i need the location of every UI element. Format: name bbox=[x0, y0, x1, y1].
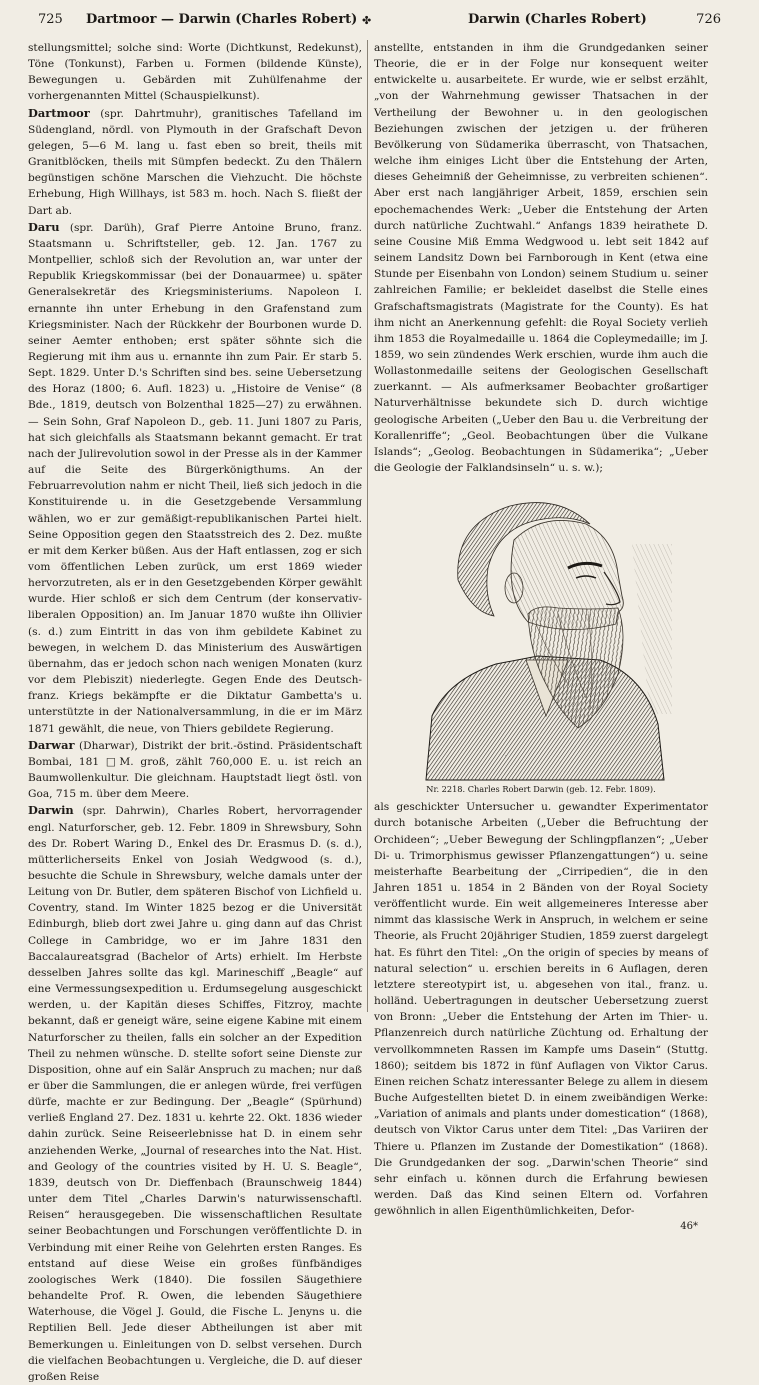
entry-text: (spr. Dahrwin), Charles Robert, hervorragender engl. Naturforscher, geb. 12. Febr. 1809 in Shrewsbury, Sohn des Dr. Robert Waring D., Enkel des Dr. Erasmus D. (s. d.), mütterlicherseits Enkel von Josiah Wedgwood (s. d.), besuchte die Schule in Shrewsbury, welche damals unter der Leitung von Dr. Butler, dem späteren Bischof von Lichfield u. Coventry, stand. Im Winter 1825 bezog er die Universität Edinburgh, blieb dort zwei Jahre u. ging dann auf das Christ College in Cambridge, wo er im Jahre 1831 den Baccalaureatsgrad (Bachelor of Arts) erhielt. Im Herbste desselben Jahres sollte das kgl. Marineschiff „Beagle“ auf eine Vermessungsexpedition u. Erdumsegelung ausgeschickt werden, u. der Kapitän dieses Schiffes, Fitzroy, machte bekannt, daß er geneigt wäre, seine eigene Kabine mit einem Naturforscher zu theilen, falls ein solcher an der Expedition Theil zu nehmen wünsche. D. stellte sofort seine Dienste zur Disposition, ohne auf ein Salär Anspruch zu machen; nur daß er über die Sammlungen, die er anlegen würde, frei verfügen dürfe, machte er zur Bedingung. Der „Beagle“ (Spürhund) verließ England 27. Dez. 1831 u. kehrte 22. Okt. 1836 wieder dahin zurück. Seine Reiseerlebnisse hat D. in einem sehr anziehenden Werke, „Journal of researches into the Nat. Hist. and Geology of the countries visited by H. U. S. Beagle“, 1839, deutsch von Dr. Dieffenbach (Braunschweig 1844) unter dem Titel „Charles Darwin's naturwissenschaftl. Reisen“ herausgegeben. Die wissenschaftlichen Resultate seiner Beobachtungen und Forschungen veröffentlichte D. in Verbindung mit einer Reihe von Gelehrten ersten Ranges. Es entstand auf diese Weise ein großes fünfbändiges zoologisches Werk (1840). Die fossilen Säugethiere behandelte Prof. R. Owen, die lebenden Säugethiere Waterhouse, die Vögel J. Gould, die Fische L. Jenyns u. die Reptilien Bell. Jede dieser Abtheilungen ist aber mit Bemerkungen u. Einleitungen von D. selbst versehen. Durch die vielfachen Beobachtungen u. Vergleiche, die D. auf dieser großen Reise bbox=[28, 805, 362, 1383]
entry-continuation bbox=[28, 40, 362, 105]
entry-dartmoor bbox=[28, 105, 362, 219]
left-page-number: 725 bbox=[38, 12, 63, 27]
left-column bbox=[28, 40, 362, 1383]
entry-darwin-continued: anstellte, entstanden in ihm die Grundgedanken seiner Theorie, die er in der Folge nur konsequent weiter entwickelte u. ausarbeitete. Er wurde, wie er selbst erzählt, „von der Wahrnehmung gewisser Thatsachen in der Vertheilung der Bewohner u. in den geologischen Beziehungen zwischen der jetzigen u. der früheren Bevölkerung von Südamerika überrascht, von Thatsachen, welche ihm einiges Licht über die Entstehung der Arten, dieses Geheimniß der Geheimnisse, zu verbreiten schienen“. Aber erst nach langjähriger Arbeit, 1859, erschien sein epochemachendes Werk: „Ueber die Entstehung der Arten durch natürliche Zuchtwahl.“ Anfangs 1839 heirathete D. seine Cousine Miß Emma Wedgwood u. lebt seit 1842 auf seinem Landsitz Down bei Farnborough in Kent (etwa eine Stunde per Eisenbahn von London) seinem Studium u. seiner zahlreichen Familie; er bekleidet daselbst die Stelle eines Grafschaftsmagistrats (Magistrate for the County). Es hat ihm nicht an Anerkennung gefehlt: die Royal Society verlieh ihm 1853 die Royalmedaille u. 1864 die Copleymedaille; im J. 1859, wo sein zündendes Werk erschien, wurde ihm auch die Wollastonmedaille seitens der Geologischen Gesellschaft zuerkannt. — Als aufmerksamer Beobachter großartiger Naturverhältnisse bekundete sich D. durch wichtige geologische Arbeiten („Ueber den Bau u. die Verbreitung der Korallenriffe“; „Geol. Beobachtungen über die Vulkane Islands“; „Geolog. Beobachtungen in Südamerika“; „Ueber die Geologie der Falklandsinseln“ u. s. w.); bbox=[374, 42, 708, 475]
left-running-title: Dartmoor — Darwin (Charles Robert) bbox=[86, 12, 358, 27]
entry-darwin bbox=[28, 802, 362, 1385]
right-page-number: 726 bbox=[696, 12, 721, 27]
running-header bbox=[28, 8, 731, 32]
ornament-icon: ✤ bbox=[362, 14, 372, 27]
entry-headword: Darwin bbox=[28, 803, 74, 818]
entry-darwin-continued-2: als geschickter Untersucher u. gewandter Experimentator durch botanische Arbeiten („Ueber die Befruchtung der Orchideen“; „Ueber Bewegung der Schlingpflanzen“; „Ueber Di- u. Trimorphismus gewisser Pflanzengattungen“) u. seine meisterhafte Bearbeitung der „Cirripedien“, die in den Jahren 1851 u. 1854 in 2 Bänden von der Royal Society veröffentlicht wurde. Ein weit allgemeineres Interesse aber nimmt das klassische Werk in Anspruch, in welchem er seine Theorie, als Frucht 20jähriger Studien, 1859 zuerst dargelegt hat. Es führt den Titel: „On the origin of species by means of natural selection“ u. erschien bereits in 6 Auflagen, deren letztere stereotypirt ist, u. abgesehen von ital., franz. u. holländ. Uebertragungen in deutscher Uebersetzung zuerst von Bronn: „Ueber die Entstehung der Arten im Thier- u. Pflanzenreich durch natürliche Züchtung od. Erhaltung der vervollkommneten Rassen im Kampfe ums Dasein“ (Stuttg. 1860); seitdem bis 1872 in fünf Auflagen von Viktor Carus. Einen reichen Schatz interessanter Belege zu allem in diesem Buche Aufgestellten bietet D. in einem zweibändigen Werke: „Variation of animals and plants under domestication“ (1868), deutsch von Viktor Carus unter dem Titel: „Das Variiren der Thiere u. Pflanzen im Zustande der Domestikation“ (1868). Die Grundgedanken der sog. „Darwin'schen Theorie“ sind sehr einfach u. können durch die Erfahrung bewiesen werden. Daß das Kind seinen Eltern od. Vorfahren gewöhnlich in allen Eigenthümlichkeiten, Defor- bbox=[374, 801, 708, 1218]
entry-text: (Dharwar), Distrikt der brit.-östind. Präsidentschaft Bombai, 181 □M. groß, zählt 760,000 E. u. ist reich an Baumwollenkultur. Die gleichnam. Hauptstadt liegt östl. von Goa, 715 m. über dem Meere. bbox=[28, 739, 362, 801]
entry-text: (spr. Darüh), Graf Pierre Antoine Bruno, franz. Staatsmann u. Schriftsteller, geb. 12. Jan. 1767 zu Montpellier, schloß sich der Revolution an, war unter der Republik Kriegskommissar (bei der Donauarmee) u. später Generalsekretär des Kriegsministeriums. Napoleon I. ernannte ihn unter Erhebung in den Grafenstand zum Kriegsminister. Nach der Rückkehr der Bourbonen wurde D. seiner Aemter enthoben; erst später söhnte sich die Regierung mit ihm aus u. ernannte ihn zum Pair. Er starb 5. Sept. 1829. Unter D.'s Schriften sind bes. seine Uebersetzung des Horaz (1800; 6. Aufl. 1823) u. „Histoire de Venise“ (8 Bde., 1819, deutsch von Bolzenthal 1825—27) zu erwähnen. — Sein Sohn, Graf Napoleon D., geb. 11. Juni 1807 zu Paris, hat sich gleichfalls als Staatsmann bekannt gemacht. Er trat nach der Julirevolution sowol in der Presse als in der Kammer auf die Seite des Bürgerkönigthums. An der Februarrevolution nahm er nicht Theil, ließ sich jedoch in die Konstituirende u. in die Gesetzgebende Versammlung wählen, wo er zur gemäßigt-republikanischen Partei hielt. Seine Opposition gegen den Staatsstreich des 2. Dez. mußte er mit dem Kerker büßen. Aus der Haft entlassen, zog er sich vom öffentlichen Leben zurück, um erst 1869 wieder hervorzutreten, als er in den Gesetzgebenden Körper gewählt wurde. Hier schloß er sich dem Centrum (der konservativ-liberalen Opposition) an. Im Januar 1870 wußte ihn Ollivier (s. d.) zum Eintritt in das von ihm gebildete Kabinet zu bewegen, in welchem D. das Ministerium des Auswärtigen übernahm, das er jedoch schon nach wenigen Monaten (kurz vor dem Plebiszit) niederlegte. Gegen Ende des Deutsch-franz. Kriegs bekämpfte er die Diktatur Gambetta's u. unterstützte in der Nationalversammlung, in die er im März 1871 gewählt, die neue, von Thiers gebildete Regierung. bbox=[28, 221, 362, 735]
signature-mark: 46* bbox=[680, 1221, 698, 1233]
entry-text: stellungsmittel; solche sind: Worte (Dichtkunst, Redekunst), Töne (Tonkunst), Farben u. Formen (bildende Künste), Bewegungen u. Gebärden mit Zuhülfenahme der vorhergenannten Mittel (Schauspielkunst). bbox=[28, 42, 362, 103]
entry-headword: Daru bbox=[28, 219, 60, 234]
entry-headword: Darwar bbox=[28, 737, 75, 752]
entry-darwar bbox=[28, 737, 362, 803]
right-running-title: Darwin (Charles Robert) bbox=[468, 12, 647, 27]
portrait-illustration bbox=[418, 484, 672, 780]
portrait-caption: Nr. 2218. Charles Robert Darwin (geb. 12. Febr. 1809). bbox=[426, 784, 656, 795]
darwin-portrait-engraving bbox=[418, 484, 672, 780]
right-column bbox=[374, 40, 708, 1233]
column-divider bbox=[367, 40, 368, 1012]
entry-headword: Dartmoor bbox=[28, 105, 90, 120]
entry-text: (spr. Dahrtmuhr), granitisches Tafelland im Südengland, nördl. von Plymouth in der Grafschaft Devon gelegen, 5—6 M. lang u. fast eben so breit, theils mit Granitblöcken, theils mit Sümpfen bedeckt. Zu den Thälern begünstigen schöne Marschen die Viehzucht. Die höchste Erhebung, High Willhays, ist 583 m. hoch. Nach S. fließt der Dart ab. bbox=[28, 107, 362, 217]
entry-daru bbox=[28, 219, 362, 737]
